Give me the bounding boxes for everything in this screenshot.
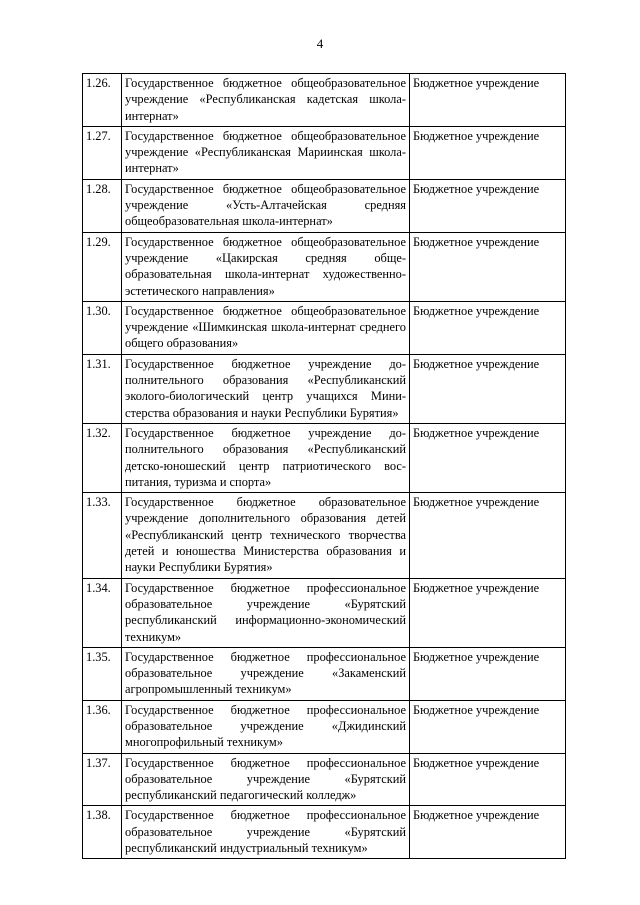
table-row	[83, 301, 566, 354]
table-row	[83, 753, 566, 806]
row-number: 1.36.	[83, 700, 122, 753]
institution-type: Бюджетное учреждение	[410, 493, 566, 578]
table-row	[83, 578, 566, 647]
institution-type: Бюджетное учреждение	[410, 423, 566, 492]
row-number: 1.29.	[83, 232, 122, 301]
table-row	[83, 354, 566, 423]
table-row	[83, 179, 566, 232]
table-row	[83, 423, 566, 492]
page-number: 4	[316, 36, 324, 51]
institution-name: Государственное бюджетное профессиональное образовательное учреждение «Закаменский агропромышленный техникум»	[122, 647, 410, 700]
table-row	[83, 74, 566, 127]
institution-type: Бюджетное учреждение	[410, 232, 566, 301]
institution-name: Государственное бюджетное общеобразовательное учреждение «Республиканская Мариинская школа-интернат»	[122, 126, 410, 179]
institution-name: Государственное бюджетное профессиональное образовательное учреждение «Джидинский многопрофильный техникум»	[122, 700, 410, 753]
institution-type: Бюджетное учреждение	[410, 354, 566, 423]
table-row	[83, 700, 566, 753]
table-row	[83, 806, 566, 859]
institution-name: Государственное бюджетное общеобразовательное учреждение «Шимкинская школа-интернат среднего общего образования»	[122, 301, 410, 354]
row-number: 1.27.	[83, 126, 122, 179]
row-number: 1.31.	[83, 354, 122, 423]
institution-name: Государственное бюджетное учреждение дополнительного образования «Республиканский эколого-биологический центр учащихся Министерства образования и науки Республики Бурятия»	[122, 354, 410, 423]
row-number: 1.33.	[83, 493, 122, 578]
institution-name: Государственное бюджетное общеобразовательное учреждение «Республиканская кадетская школа-интернат»	[122, 74, 410, 127]
institution-name: Государственное бюджетное профессиональное образовательное учреждение «Бурятский республиканский педагогический колледж»	[122, 753, 410, 806]
institution-type: Бюджетное учреждение	[410, 301, 566, 354]
institution-type: Бюджетное учреждение	[410, 74, 566, 127]
institution-type: Бюджетное учреждение	[410, 578, 566, 647]
row-number: 1.26.	[83, 74, 122, 127]
institution-type: Бюджетное учреждение	[410, 806, 566, 859]
row-number: 1.38.	[83, 806, 122, 859]
institution-type: Бюджетное учреждение	[410, 647, 566, 700]
row-number: 1.35.	[83, 647, 122, 700]
institution-name: Государственное бюджетное профессиональное образовательное учреждение «Бурятский республиканский индустриальный техникум»	[122, 806, 410, 859]
row-number: 1.30.	[83, 301, 122, 354]
institution-type: Бюджетное учреждение	[410, 700, 566, 753]
institutions-table-body	[83, 74, 566, 859]
institutions-table	[82, 73, 566, 859]
table-row	[83, 647, 566, 700]
institution-name: Государственное бюджетное учреждение дополнительного образования «Республиканский детско-юношеский центр патриотического воспитания, туризма и спорта»	[122, 423, 410, 492]
institution-type: Бюджетное учреждение	[410, 179, 566, 232]
table-row	[83, 493, 566, 578]
row-number: 1.32.	[83, 423, 122, 492]
row-number: 1.28.	[83, 179, 122, 232]
institution-name: Государственное бюджетное профессиональное образовательное учреждение «Бурятский республиканский информационно-экономический техникум»	[122, 578, 410, 647]
institution-name: Государственное бюджетное общеобразовательное учреждение «Усть-Алтачейская средняя общеобразовательная школа-интернат»	[122, 179, 410, 232]
row-number: 1.34.	[83, 578, 122, 647]
table-row	[83, 232, 566, 301]
institution-type: Бюджетное учреждение	[410, 753, 566, 806]
row-number: 1.37.	[83, 753, 122, 806]
institution-type: Бюджетное учреждение	[410, 126, 566, 179]
institution-name: Государственное бюджетное образовательное учреждение дополнительного образования детей «Республиканский центр технического творчества детей и юношества Министерства образования и науки Республики Бурятия»	[122, 493, 410, 578]
table-row	[83, 126, 566, 179]
institution-name: Государственное бюджетное общеобразовательное учреждение «Цакирская средняя общеобразовательная школа-интернат художественно-эстетического направления»	[122, 232, 410, 301]
